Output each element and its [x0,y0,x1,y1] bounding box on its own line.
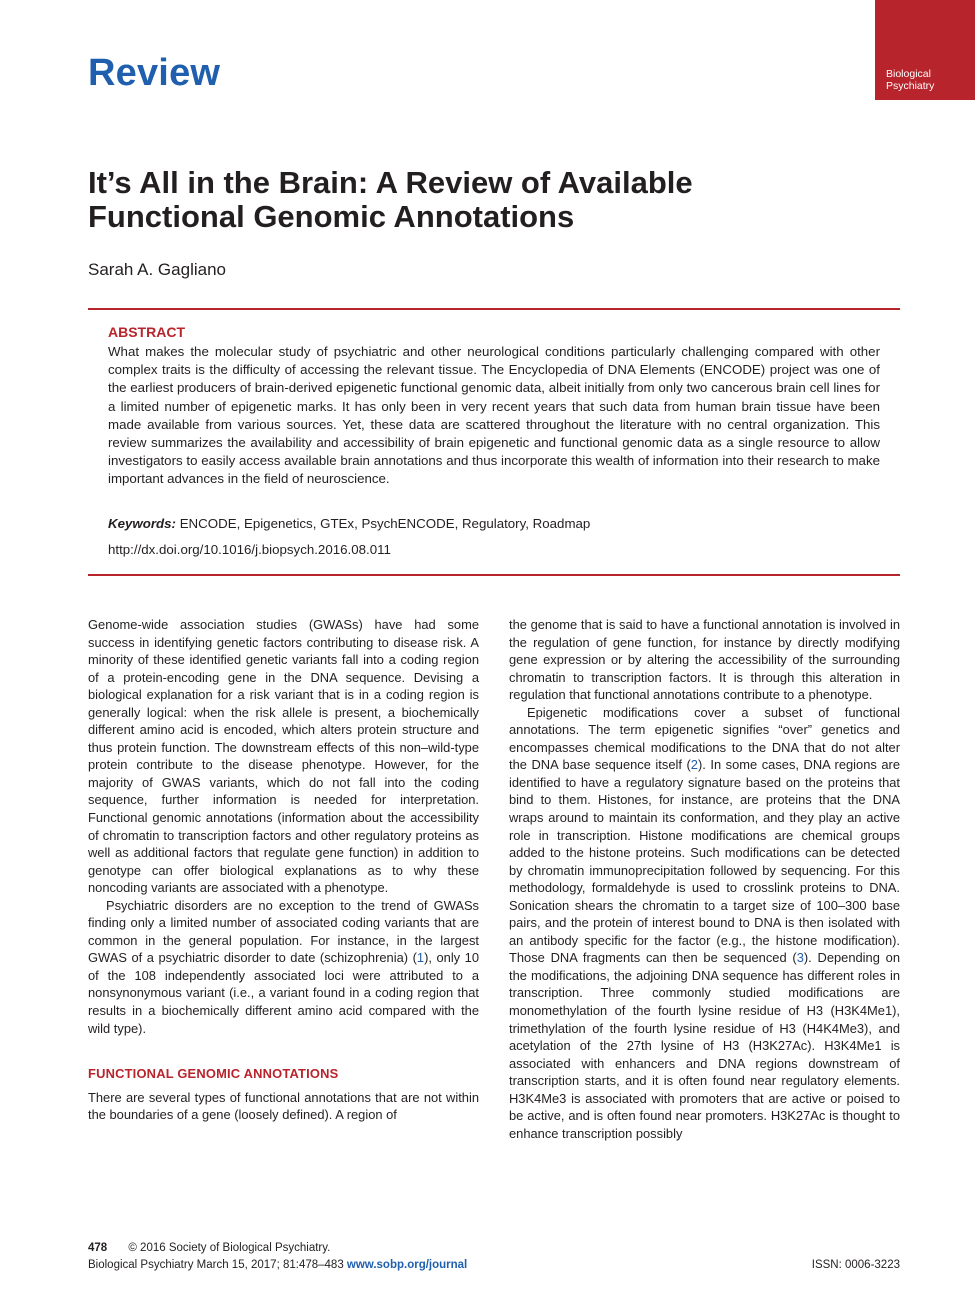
body-column-left [88,616,479,1124]
abstract-text: What makes the molecular study of psychiatric and other neurological conditions particularly challenging compared with other complex traits is the difficulty of accessing the relevant tissue. The Encyclopedia of DNA Elements (ENCODE) project was one of the earliest producers of brain-derived epigenetic functional genomic data, albeit initially from only two cancerous brain cell lines for a limited number of epigenetic marks. It has only been in very recent years that such data from human brain tissue have been made available from various sources. Yet, these data are scattered throughout the literature with no central organization. This review summarizes the availability and accessibility of brain epigenetic and functional genomic data as a single resource to allow investigators to easily access available brain annotations and thus incorporate this wealth of information into their research to make important advances in the field of neuroscience. [108,344,880,487]
body-column-right [509,616,900,1142]
keywords-label: Keywords: [108,516,176,531]
keywords-list: ENCODE, Epigenetics, GTEx, PsychENCODE, Regulatory, Roadmap [179,516,591,531]
body-paragraph [509,704,900,1143]
footer-copyright-line [88,1242,330,1254]
author-name[interactable]: Sarah A. Gagliano [88,260,226,279]
journal-badge-line-1: Biological [886,68,931,80]
citation: Biological Psychiatry March 15, 2017; 81:478–483 [88,1259,344,1271]
doi-link[interactable]: http://dx.doi.org/10.1016/j.biopsych.2016.08.011 [108,542,391,557]
footer-citation-line [88,1259,467,1271]
article-title-line-1: It’s All in the Brain: A Review of Available [88,165,693,200]
journal-badge-line-2: Psychiatry [886,80,935,92]
body-text: Psychiatric disorders are no exception to the trend of GWASs finding only a limited number of associated coding variants that are common in the general population. For instance, in the largest GWAS of a psychiatric disorder to date (schizophrenia) ( [88,897,479,966]
abstract-heading: ABSTRACT [108,324,185,340]
section-label: Review [88,52,221,94]
copyright: © 2016 Society of Biological Psychiatry. [128,1242,331,1254]
reference-link[interactable]: 1 [416,950,425,966]
body-paragraph: the genome that is said to have a functional annotation is involved in the regulation of gene function, for instance by directly modifying gene expression or by altering the accessibility of the surrounding chromatin to transcription factors. It is through this alteration in regulation that functional annotations contribute to a phenotype. [509,617,900,703]
body-text: ). Depending on the modifications, the adjoining DNA sequence has different roles in transcription. Three commonly studied modifications are monomethylation of the fourth lysine residue of H3 (H3K4Me1), trimethylation of the fourth lysine residue of H3 (H4K4Me3), and acetylation of the 27th lysine of H3 (H3K27Ac). H3K4Me1 is associated with enhancers and DNA regions downstream of transcription starts, and it is often found near regulatory elements. H3K4Me3 is associated with promoters that are active or poised to be active, and is often found near promoters. H3K27Ac is thought to enhance transcription possibly [509,950,901,1141]
reference-link[interactable]: 3 [796,950,804,966]
keywords-line [108,516,590,531]
issn: ISSN: 0006-3223 [811,1259,900,1271]
body-text: ). In some cases, DNA regions are identified to have a regulatory signature based on the proteins that bind to them. Histones, for instance, are proteins that the DNA wraps around to maintain its conformation, and they play an active role in transcription. Histone modifications are chemical groups added to the histone proteins. Such modifications can be detected by chromatin immunoprecipitation followed by sequencing. For this methodology, formaldehyde is used to crosslink proteins to DNA. Sonication shears the chromatin to a target size of 100–300 base pairs, and the protein of interest bound to DNA is then isolated with an antibody specific for the factor (e.g., the histone modification). Those DNA fragments can then be sequenced ( [509,757,900,966]
page-number: 478 [88,1242,108,1254]
abstract-top-rule [88,308,900,310]
body-paragraph: Genome-wide association studies (GWASs) have had some success in identifying genetic factors contributing to disease risk. A minority of these identified genetic variants fall into a coding region of a protein-encoding gene in the DNA sequence. Devising a biological explanation for a risk variant that is in a coding region is generally logical: when the risk allele is present, a biochemically different amino acid is encoded, which alters protein structure and thus protein function. The downstream effects of this non–wild-type protein contribute to the disease phenotype. However, for the majority of GWAS variants, which do not fall into the coding sequence, further information is needed for interpretation. Functional genomic annotations (information about the accessibility of chromatin to transcription factors and other regulatory proteins as well as additional factors that regulate gene function) in addition to genotype can offer biological explanations as to why these noncoding variants are associated with a phenotype. [88,617,479,896]
body-paragraph [88,897,479,1037]
reference-link[interactable]: 2 [690,757,698,773]
journal-badge[interactable] [875,0,975,100]
section-heading: FUNCTIONAL GENOMIC ANNOTATIONS [88,1066,339,1082]
article-title [88,166,908,234]
article-title-line-2: Functional Genomic Annotations [88,199,575,234]
body-text: ), only 10 of the 108 independently associated loci were attributed to a nonsynonymous variant (i.e., a variant found in a coding region that results in a biochemically different amino acid compared with the wild type). [88,950,480,1036]
journal-url-link[interactable]: www.sobp.org/journal [346,1259,468,1271]
abstract-bottom-rule [88,574,900,576]
body-text: Epigenetic modifications cover a subset of functional annotations. The term epigenetic signifies “over” genetics and encompasses chemical modifications to the DNA that do not alter the DNA base sequence itself ( [509,704,900,773]
body-paragraph: There are several types of functional annotations that are not within the boundaries of a gene (loosely defined). A region of [88,1089,479,1123]
